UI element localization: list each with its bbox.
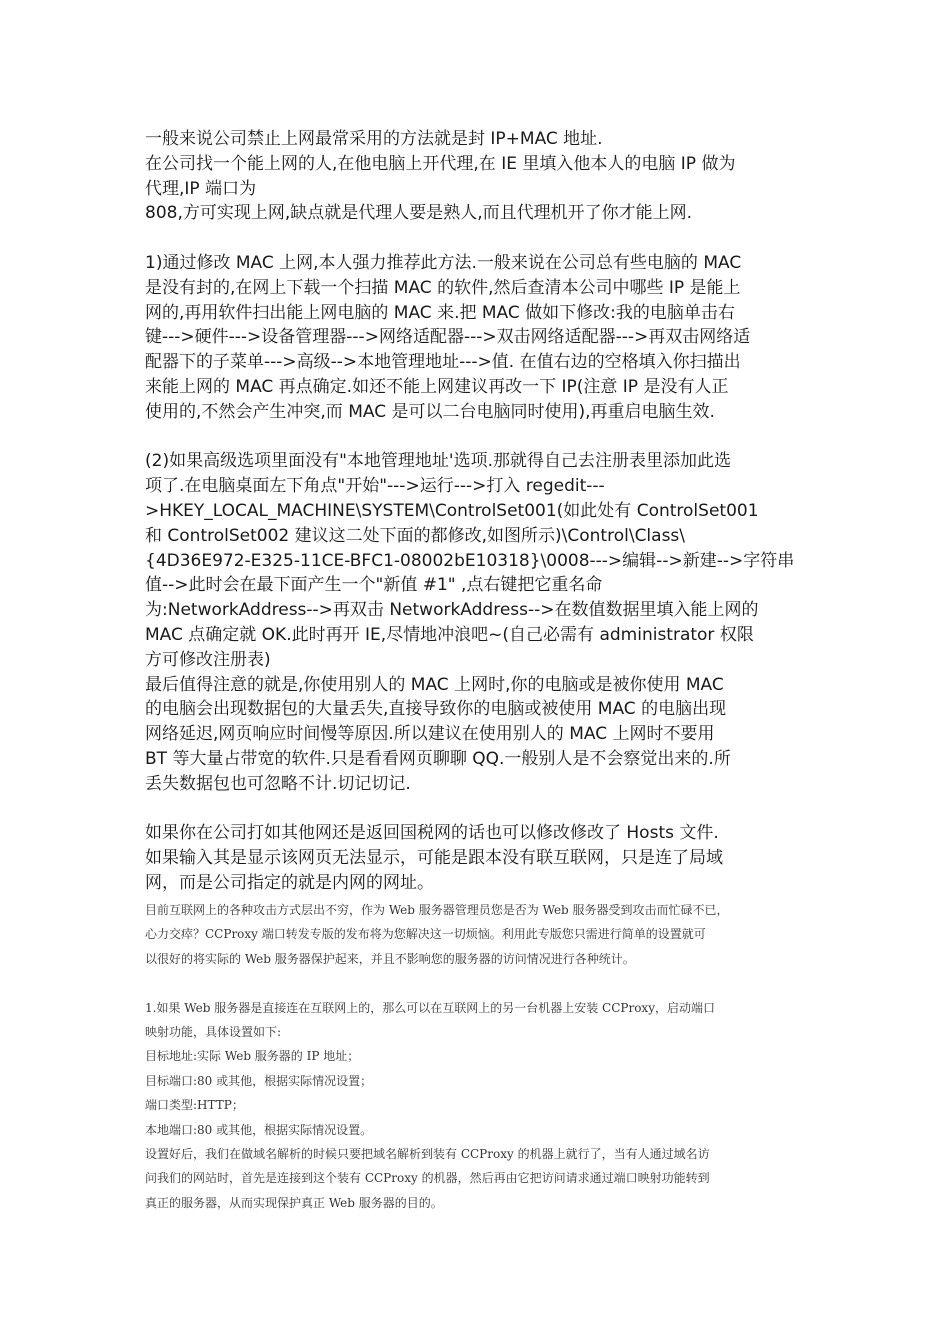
text-line: 使用的,不然会产生冲突,而 MAC 是可以二台电脑同时使用),再重启电脑生效. (145, 401, 715, 422)
text-line: 目标端口:80 或其他，根据实际情况设置； (145, 1073, 373, 1088)
text-line: {4D36E972-E325-11CE-BFC1-08002bE10318}\0008--->编辑-->新建-->字符串 (145, 550, 795, 571)
text-line: 如果输入其是显示该网页无法显示，可能是跟本没有联互联网，只是连了局域 (145, 848, 723, 869)
text-line: 目前互联网上的各种攻击方式层出不穷，作为 Web 服务器管理员您是否为 Web 服务器受到攻击而忙碌不已， (145, 903, 729, 917)
text-line: 在公司找一个能上网的人,在他电脑上开代理,在 IE 里填入他本人的电脑 IP 做为 (145, 153, 736, 174)
text-line: 1.如果 Web 服务器是直接连在互联网上的，那么可以在互联网上的另一台机器上安装 CCProxy，启动端口 (145, 1000, 715, 1015)
text-line: 一般来说公司禁止上网最常采用的方法就是封 IP+MAC 地址. (145, 129, 603, 149)
text-line: 来能上网的 MAC 再点确定.如还不能上网建议再改一下 IP(注意 IP 是没有人正 (145, 376, 729, 397)
text-line: 方可修改注册表) (145, 649, 271, 670)
blank-line (145, 797, 815, 822)
text-line: 网，而是公司指定的就是内网的网址。 (145, 872, 434, 893)
text-line: (2)如果高级选项里面没有"本地管理地址'选项.那就得自己去注册表里添加此选 (145, 451, 731, 472)
text-line: 心力交瘁？CCProxy 端口转发专版的发布将为您解决这一切烦恼。利用此专版您只需进行简单的设置就可 (145, 927, 706, 942)
text-line: 以很好的将实际的 Web 服务器保护起来，并且不影响您的服务器的访问情况进行各种统计。 (145, 951, 635, 966)
text-line: 配器下的子菜单--->高级-->本地管理地址--->值. 在值右边的空格填入你扫描出 (145, 352, 741, 373)
text-line: 项了.在电脑桌面左下角点"开始"--->运行--->打入 regedit--- (145, 476, 605, 497)
text-line: 真正的服务器，从而实现保护真正 Web 服务器的目的。 (145, 1195, 443, 1210)
text-line: 是没有封的,在网上下载一个扫描 MAC 的软件,然后查清本公司中哪些 IP 是能上 (145, 277, 741, 298)
blank-line (145, 425, 815, 450)
text-line: 1)通过修改 MAC 上网,本人强力推荐此方法.一般来说在公司总有些电脑的 MAC (145, 252, 742, 273)
text-line: 和 ControlSet002 建议这二处下面的都修改,如图所示)\Control\Class\ (145, 525, 686, 546)
text-line: >HKEY_LOCAL_MACHINE\SYSTEM\ControlSet001(如此处有 ControlSet001 (145, 500, 759, 521)
text-line: 的电脑会出现数据包的大量丢失,直接导致你的电脑或被使用 MAC 的电脑出现 (145, 699, 727, 720)
text-line: 如果你在公司打如其他网还是返回国税网的话也可以修改修改了 Hosts 文件. (145, 823, 719, 844)
blank-line (145, 226, 815, 251)
text-line: 为:NetworkAddress-->再双击 NetworkAddress-->在数值数据里填入能上网的 (145, 600, 759, 621)
text-line: 值-->此时会在最下面产生一个"新值 #1" ,点右键把它重名命 (145, 575, 603, 596)
text-line: 代理,IP 端口为 (145, 178, 257, 199)
text-line: 网的,再用软件扫出能上网电脑的 MAC 来.把 MAC 做如下修改:我的电脑单击右 (145, 302, 735, 323)
blank-line (145, 971, 825, 995)
text-line: 目标地址:实际 Web 服务器的 IP 地址； (145, 1049, 360, 1064)
text-line: 丢失数据包也可忽略不计.切记切记. (145, 773, 411, 794)
text-line: 最后值得注意的就是,你使用别人的 MAC 上网时,你的电脑或是被你使用 MAC (145, 674, 724, 695)
text-line: MAC 点确定就 OK.此时再开 IE,尽情地冲浪吧~(自己必需有 administrator 权限 (145, 624, 754, 645)
text-line: 映射功能，具体设置如下: (145, 1024, 282, 1039)
text-line: 键--->硬件--->设备管理器--->网络适配器--->双击网络适配器--->再双击网络适 (145, 327, 751, 348)
text-line: 网络延迟,网页响应时间慢等原因.所以建议在使用别人的 MAC 上网时不要用 (145, 724, 715, 745)
ccproxy-section-text (145, 898, 825, 1215)
text-line: 设置好后，我们在做域名解析的时候只要把域名解析到装有 CCProxy 的机器上就行了，当有人通过域名访 (145, 1146, 710, 1161)
text-line: 问我们的网站时，首先是连接到这个装有 CCProxy 的机器，然后再由它把访问请求通过端口映射功能转到 (145, 1171, 710, 1186)
text-line: 端口类型:HTTP； (145, 1098, 244, 1113)
text-line: 本地端口:80 或其他，根据实际情况设置。 (145, 1122, 373, 1137)
text-line: 808,方可实现上网,缺点就是代理人要是熟人,而且代理机开了你才能上网. (145, 203, 693, 224)
text-line: BT 等大量占带宽的软件.只是看看网页聊聊 QQ.一般别人是不会察觉出来的.所 (145, 748, 731, 769)
main-body-text (145, 127, 815, 896)
